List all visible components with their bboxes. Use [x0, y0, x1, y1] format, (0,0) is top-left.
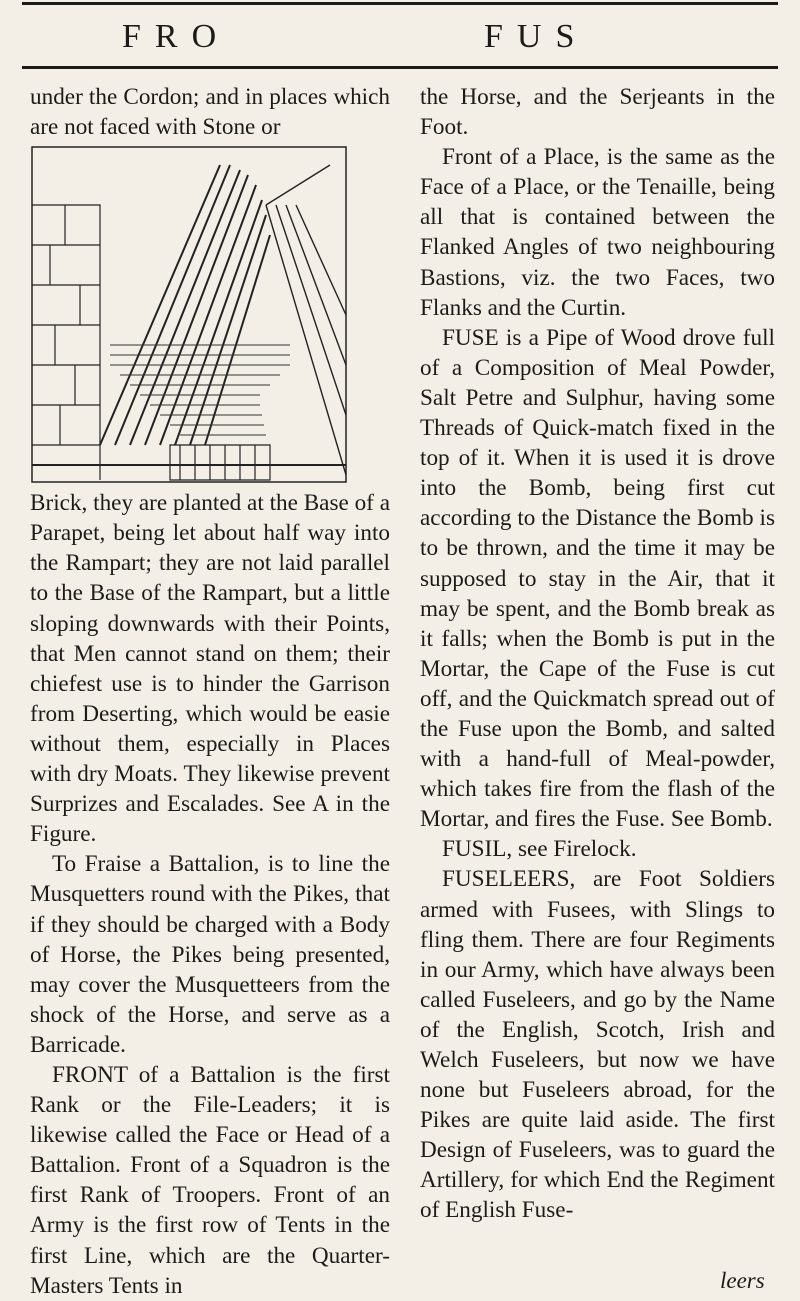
right-paragraph-3: FUSE is a Pipe of Wood drove full of a Composition of Meal Powder, Salt Petre and Sulphur, having some Threads of Quick-match fixed in the top of it. When it is used it is drove into the Bomb, being first cut according to the Distance the Bomb is to be thrown, and the time it may be supposed to stay in the Air, that it may be spent, and the Bomb break as it falls; when the Bomb is put in the Mortar, the Cape of the Fuse is cut off, and the Quickmatch spread out of the Fuse upon the Bomb, and salted with a hand-full of Meal-powder, which takes fire from the flash of the Mortar, and fires the Fuse. See Bomb.: [420, 324, 775, 833]
top-rule: [22, 2, 778, 5]
right-column: [420, 82, 775, 1226]
fortification-engraving: [30, 145, 348, 484]
left-paragraph-1: under the Cordon; and in places which are not faced with Stone or: [30, 84, 390, 141]
left-paragraph-3: To Fraise a Battalion, is to line the Musquetters round with the Pikes, that if they should be charged with a Body of Horse, the Pikes being presented, may cover the Musquetteers from the shock of the Horse, and serve as a Barricade.: [30, 851, 390, 1058]
right-paragraph-2: Front of a Place, is the same as the Face of a Place, or the Tenaille, being all that is contained between the Flanked Angles of two neighbouring Bastions, viz. the two Faces, two Flanks and the Curtin.: [420, 144, 775, 321]
left-paragraph-2: Brick, they are planted at the Base of a Parapet, being let about half way into the Rampart; they are not laid parallel to the Base of the Rampart, but a little sloping downwards with their Points, that Men cannot stand on them; their chiefest use is to hinder the Garrison from Deserting, which would be easie without them, especially in Places with dry Moats. They likewise prevent Surprizes and Escalades. See A in the Figure.: [30, 490, 390, 848]
right-paragraph-1: the Horse, and the Serjeants in the Foot.: [420, 84, 775, 141]
left-column: [30, 82, 390, 1301]
catchword: leers: [720, 1268, 765, 1293]
fortification-figure: [30, 145, 348, 484]
left-paragraph-4: FRONT of a Battalion is the first Rank or the File-Leaders; it is likewise called the Face or Head of a Battalion. Front of a Squadron is the first Rank of Troopers. Front of an Army is the first row of Tents in the first Line, which are the Quarter-Masters Tents in: [30, 1061, 390, 1299]
header-rule: [22, 66, 778, 69]
header-right-word: FUS: [484, 18, 589, 55]
right-paragraph-5: FUSELEERS, are Foot Soldiers armed with Fusees, with Slings to fling them. There are four Regiments in our Army, which have always been called Fuseleers, and go by the Name of the English, Scotch, Irish and Welch Fuseleers, but now we have none but Fuseleers abroad, for the Pikes are quite laid aside. The first Design of Fuseleers, was to guard the Artillery, for which End the Regiment of English Fuse-: [420, 866, 775, 1224]
running-header: [0, 18, 800, 62]
header-left-word: FRO: [122, 18, 231, 55]
right-paragraph-4: FUSIL, see Firelock.: [442, 836, 637, 863]
